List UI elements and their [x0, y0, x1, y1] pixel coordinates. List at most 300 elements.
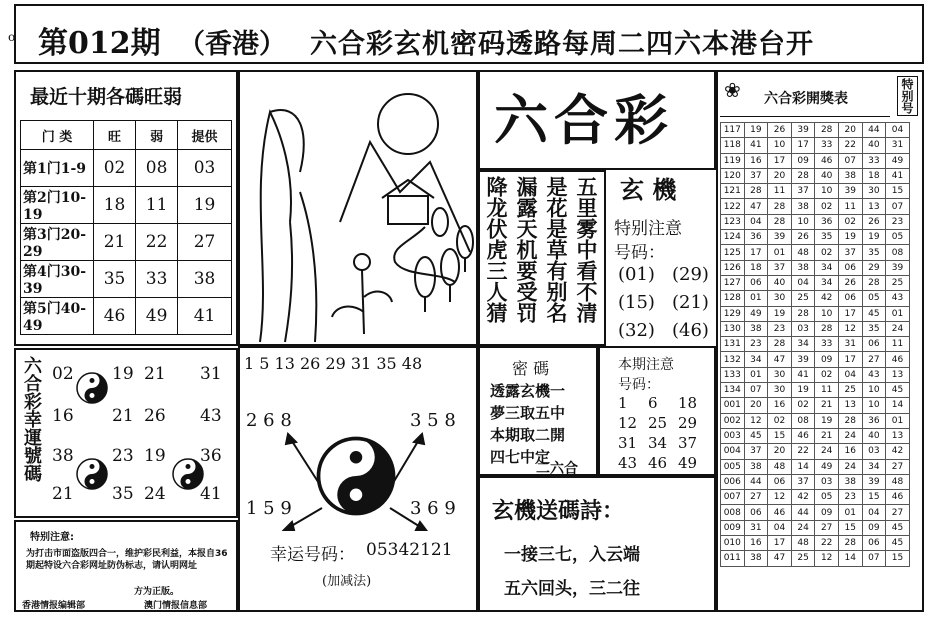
schedule-cell: 03 — [862, 444, 886, 459]
code-title: 密 碼 — [512, 359, 550, 378]
this-period-number: 1 — [618, 394, 628, 412]
table-row — [721, 291, 910, 306]
table-row — [721, 352, 910, 367]
schedule-cell: 26 — [838, 275, 862, 290]
left-bot-numbers: 1 5 9 — [246, 498, 292, 519]
schedule-cell: 46 — [886, 490, 910, 505]
tigong-value: 41 — [178, 298, 232, 335]
schedule-cell: 25 — [791, 551, 815, 566]
code-line: 夢三取五中 — [490, 404, 566, 422]
schedule-cell: 27 — [815, 520, 839, 535]
table-row — [21, 224, 232, 261]
schedule-cell: 14 — [886, 398, 910, 413]
schedule-cell: 117 — [721, 123, 745, 138]
table-row — [721, 306, 910, 321]
schedule-table — [720, 122, 910, 567]
this-period-title: 本期注意 — [618, 357, 674, 373]
schedule-cell: 37 — [768, 260, 792, 275]
pair-b: (46) — [672, 320, 709, 341]
this-period-number: 18 — [678, 394, 698, 412]
lucky-number: 36 — [200, 446, 222, 466]
tigong-value: 03 — [178, 150, 232, 187]
schedule-cell: 09 — [815, 352, 839, 367]
schedule-cell: 11 — [768, 184, 792, 199]
schedule-cell: 28 — [791, 306, 815, 321]
poem-line: 五六回头，三二往 — [504, 579, 640, 599]
table-row — [721, 337, 910, 352]
schedule-cell: 39 — [862, 474, 886, 489]
table-row — [721, 413, 910, 428]
lucky-number: 24 — [144, 484, 166, 504]
schedule-cell: 42 — [815, 291, 839, 306]
schedule-cell: 01 — [744, 367, 768, 382]
schedule-cell: 005 — [721, 459, 745, 474]
schedule-cell: 46 — [768, 505, 792, 520]
schedule-cell: 34 — [815, 260, 839, 275]
table-row — [721, 490, 910, 505]
schedule-header-art — [720, 76, 890, 117]
schedule-cell: 49 — [886, 153, 910, 168]
schedule-cell: 02 — [838, 214, 862, 229]
tigong-value: 19 — [178, 187, 232, 224]
schedule-cell: 03 — [791, 321, 815, 336]
schedule-cell: 33 — [815, 138, 839, 153]
right-mid-numbers: 3 5 8 — [410, 410, 456, 431]
schedule-cell: 05 — [815, 490, 839, 505]
schedule-cell: 003 — [721, 428, 745, 443]
schedule-cell: 09 — [791, 153, 815, 168]
lucky-number: 43 — [200, 406, 222, 426]
schedule-cell: 43 — [862, 367, 886, 382]
table-row — [21, 187, 232, 224]
yin-yang-icon — [76, 458, 108, 490]
schedule-cell: 38 — [791, 199, 815, 214]
table-row — [21, 150, 232, 187]
schedule-cell: 22 — [815, 536, 839, 551]
schedule-cell: 38 — [838, 168, 862, 183]
schedule-cell: 37 — [744, 168, 768, 183]
schedule-cell: 38 — [744, 551, 768, 566]
schedule-cell: 04 — [744, 214, 768, 229]
code-line: 本期取二開 — [490, 426, 566, 444]
schedule-cell: 40 — [815, 168, 839, 183]
schedule-cell: 31 — [744, 520, 768, 535]
schedule-cell: 006 — [721, 474, 745, 489]
notice-title: 特别注意: — [30, 532, 74, 543]
ruo-value: 11 — [136, 187, 178, 224]
table-row — [721, 505, 910, 520]
poem-column: 五里雾中看不清 — [574, 176, 599, 323]
this-period-number: 46 — [648, 454, 668, 472]
lucky-number: 23 — [112, 446, 134, 466]
method-label: (加减法) — [322, 574, 372, 589]
schedule-cell: 36 — [815, 214, 839, 229]
publisher-left: 香港情报编辑部 — [22, 601, 86, 611]
schedule-cell: 17 — [838, 306, 862, 321]
pair-a: (15) — [618, 292, 655, 313]
schedule-cell: 31 — [838, 337, 862, 352]
schedule-cell: 43 — [886, 291, 910, 306]
lucky-number: 26 — [144, 406, 166, 426]
schedule-cell: 25 — [838, 383, 862, 398]
code-line: 四七中定 — [490, 448, 551, 466]
schedule-cell: 02 — [815, 367, 839, 382]
table-row — [721, 383, 910, 398]
schedule-cell: 09 — [815, 505, 839, 520]
lucky-numbers-panel — [14, 348, 238, 518]
schedule-cell: 37 — [791, 184, 815, 199]
schedule-cell: 15 — [768, 428, 792, 443]
schedule-cell: 35 — [862, 245, 886, 260]
schedule-cell: 22 — [838, 138, 862, 153]
schedule-cell: 08 — [886, 245, 910, 260]
schedule-cell: 23 — [838, 490, 862, 505]
schedule-cell: 06 — [838, 291, 862, 306]
lucky-number: 31 — [200, 364, 222, 384]
col-header: 旺 — [94, 121, 136, 150]
right-bot-numbers: 3 6 9 — [410, 498, 456, 519]
schedule-cell: 12 — [838, 321, 862, 336]
schedule-cell: 28 — [791, 168, 815, 183]
lucky-number: 41 — [200, 484, 222, 504]
schedule-tag: 特别号 — [897, 76, 918, 116]
schedule-cell: 19 — [838, 230, 862, 245]
lucky-number: 35 — [112, 484, 134, 504]
schedule-cell: 02 — [791, 398, 815, 413]
schedule-cell: 34 — [791, 337, 815, 352]
schedule-cell: 35 — [815, 230, 839, 245]
table-row — [721, 444, 910, 459]
poem-panel — [478, 476, 716, 612]
schedule-cell: 44 — [862, 123, 886, 138]
special-notice-panel — [608, 206, 716, 346]
schedule-cell: 40 — [862, 428, 886, 443]
this-period-number: 31 — [618, 434, 638, 452]
schedule-cell: 28 — [815, 123, 839, 138]
schedule-cell: 46 — [886, 352, 910, 367]
schedule-cell: 01 — [886, 413, 910, 428]
schedule-cell: 13 — [838, 398, 862, 413]
schedule-cell: 25 — [886, 275, 910, 290]
ruo-value: 49 — [136, 298, 178, 335]
schedule-cell: 06 — [744, 275, 768, 290]
lucky-number: 19 — [112, 364, 134, 384]
code-panel — [478, 346, 598, 476]
schedule-cell: 37 — [838, 245, 862, 260]
schedule-cell: 05 — [886, 230, 910, 245]
schedule-cell: 37 — [791, 474, 815, 489]
schedule-cell: 008 — [721, 505, 745, 520]
schedule-cell: 24 — [838, 428, 862, 443]
schedule-cell: 06 — [744, 505, 768, 520]
schedule-cell: 04 — [862, 505, 886, 520]
tigong-value: 27 — [178, 224, 232, 261]
schedule-cell: 10 — [815, 184, 839, 199]
schedule-cell: 19 — [791, 383, 815, 398]
table-row — [721, 551, 910, 566]
schedule-cell: 01 — [838, 505, 862, 520]
lucky-number: 16 — [52, 406, 74, 426]
schedule-cell: 44 — [744, 474, 768, 489]
schedule-cell: 48 — [791, 245, 815, 260]
schedule-cell: 34 — [744, 352, 768, 367]
schedule-cell: 44 — [791, 505, 815, 520]
table-row — [721, 168, 910, 183]
this-period-number: 34 — [648, 434, 668, 452]
this-period-number: 49 — [678, 454, 698, 472]
schedule-cell: 12 — [768, 490, 792, 505]
schedule-cell: 41 — [791, 367, 815, 382]
issue-number: 第012期 — [38, 26, 161, 61]
schedule-cell: 47 — [768, 551, 792, 566]
schedule-cell: 28 — [862, 275, 886, 290]
schedule-cell: 16 — [768, 398, 792, 413]
schedule-cell: 38 — [744, 459, 768, 474]
schedule-cell: 28 — [815, 321, 839, 336]
schedule-cell: 11 — [815, 383, 839, 398]
table-row — [721, 428, 910, 443]
lucky-vertical-title: 六合彩幸運號碼 — [21, 356, 42, 482]
schedule-cell: 10 — [791, 214, 815, 229]
bullet-dot: o — [8, 30, 16, 44]
schedule-cell: 45 — [886, 536, 910, 551]
table-row — [721, 184, 910, 199]
schedule-cell: 119 — [721, 153, 745, 168]
schedule-cell: 39 — [768, 230, 792, 245]
tigong-value: 38 — [178, 261, 232, 298]
schedule-cell: 28 — [838, 413, 862, 428]
poem-column: 是花是草有别名 — [544, 176, 569, 323]
illustration-panel — [238, 70, 478, 346]
logo-sub: 玄 機 — [620, 175, 677, 204]
header-bar — [14, 4, 924, 64]
schedule-cell: 18 — [862, 168, 886, 183]
schedule-cell: 36 — [744, 230, 768, 245]
schedule-cell: 11 — [886, 337, 910, 352]
schedule-cell: 21 — [815, 398, 839, 413]
col-header: 弱 — [136, 121, 178, 150]
this-period-number: 37 — [678, 434, 698, 452]
schedule-cell: 06 — [768, 474, 792, 489]
wang-value: 02 — [94, 150, 136, 187]
poem-line: 一接三七，入云端 — [504, 545, 640, 565]
code-line: 透露玄機一 — [490, 382, 566, 400]
row-label: 第3门20-29 — [21, 224, 94, 261]
wang-value: 46 — [94, 298, 136, 335]
schedule-cell: 40 — [862, 138, 886, 153]
schedule-cell: 39 — [791, 123, 815, 138]
table-row — [721, 260, 910, 275]
schedule-cell: 04 — [768, 520, 792, 535]
schedule-cell: 27 — [744, 490, 768, 505]
schedule-cell: 45 — [886, 520, 910, 535]
special-notice-subtitle: 号码： — [614, 243, 665, 263]
table-row — [721, 536, 910, 551]
schedule-cell: 13 — [886, 428, 910, 443]
schedule-cell: 46 — [815, 153, 839, 168]
schedule-cell: 49 — [744, 306, 768, 321]
schedule-cell: 14 — [838, 551, 862, 566]
this-period-number: 29 — [678, 414, 698, 432]
schedule-cell: 15 — [886, 184, 910, 199]
schedule-cell: 04 — [886, 123, 910, 138]
col-header: 提供 — [178, 121, 232, 150]
lucky-label: 幸运号码： — [270, 545, 355, 565]
publisher-right: 澳门情报信息部 — [144, 601, 208, 611]
schedule-cell: 47 — [768, 352, 792, 367]
table-row — [721, 230, 910, 245]
schedule-cell: 37 — [744, 444, 768, 459]
table-row — [21, 298, 232, 335]
schedule-cell: 126 — [721, 260, 745, 275]
ten-period-table — [20, 120, 232, 335]
lucky-value: 05342121 — [366, 540, 453, 560]
schedule-cell: 23 — [744, 337, 768, 352]
schedule-cell: 10 — [862, 398, 886, 413]
schedule-cell: 11 — [838, 199, 862, 214]
schedule-cell: 23 — [768, 321, 792, 336]
schedule-cell: 133 — [721, 367, 745, 382]
schedule-cell: 48 — [791, 536, 815, 551]
schedule-cell: 28 — [744, 184, 768, 199]
table-row — [721, 138, 910, 153]
this-period-number: 6 — [648, 394, 658, 412]
schedule-cell: 20 — [838, 123, 862, 138]
row-label: 第1门1-9 — [21, 150, 94, 187]
schedule-cell: 45 — [886, 383, 910, 398]
schedule-cell: 130 — [721, 321, 745, 336]
poem-column: 漏露天机要受罚 — [514, 176, 539, 323]
this-period-subtitle: 号码： — [618, 377, 660, 393]
schedule-cell: 129 — [721, 306, 745, 321]
schedule-cell: 38 — [791, 260, 815, 275]
schedule-cell: 33 — [862, 153, 886, 168]
schedule-cell: 28 — [768, 199, 792, 214]
schedule-cell: 011 — [721, 551, 745, 566]
schedule-cell: 10 — [815, 306, 839, 321]
schedule-cell: 17 — [744, 245, 768, 260]
schedule-cell: 20 — [768, 444, 792, 459]
schedule-cell: 24 — [791, 520, 815, 535]
schedule-panel — [716, 70, 924, 612]
schedule-cell: 38 — [838, 474, 862, 489]
schedule-cell: 27 — [862, 352, 886, 367]
schedule-cell: 30 — [768, 291, 792, 306]
schedule-cell: 13 — [886, 367, 910, 382]
schedule-cell: 23 — [886, 214, 910, 229]
schedule-cell: 02 — [768, 413, 792, 428]
pair-b: (21) — [672, 292, 709, 313]
lucky-number: 19 — [144, 446, 166, 466]
poem-title: 玄機送碼詩： — [492, 498, 625, 524]
region-label: （香港） — [178, 29, 286, 60]
schedule-cell: 08 — [791, 413, 815, 428]
yin-yang-icon — [76, 372, 108, 404]
schedule-cell: 31 — [886, 138, 910, 153]
schedule-cell: 16 — [744, 153, 768, 168]
schedule-cell: 48 — [768, 459, 792, 474]
schedule-cell: 01 — [768, 245, 792, 260]
schedule-cell: 132 — [721, 352, 745, 367]
schedule-cell: 34 — [815, 275, 839, 290]
schedule-cell: 47 — [744, 199, 768, 214]
ruo-value: 33 — [136, 261, 178, 298]
lucky-number: 38 — [52, 446, 74, 466]
ten-period-title: 最近十期各碼旺弱 — [30, 86, 183, 108]
schedule-cell: 30 — [768, 367, 792, 382]
schedule-cell: 19 — [768, 306, 792, 321]
schedule-cell: 14 — [791, 459, 815, 474]
this-period-panel — [598, 346, 716, 476]
schedule-cell: 128 — [721, 291, 745, 306]
row-label: 第4门30-39 — [21, 261, 94, 298]
pair-a: (32) — [618, 320, 655, 341]
left-mid-numbers: 2 6 8 — [246, 410, 292, 431]
schedule-cell: 21 — [815, 428, 839, 443]
schedule-cell: 45 — [744, 428, 768, 443]
schedule-cell: 26 — [768, 123, 792, 138]
schedule-cell: 07 — [838, 153, 862, 168]
schedule-cell: 15 — [838, 520, 862, 535]
schedule-cell: 02 — [815, 199, 839, 214]
poem-column: 降龙伏虎三人猜 — [484, 176, 509, 323]
schedule-cell: 36 — [862, 413, 886, 428]
schedule-cell: 26 — [862, 214, 886, 229]
schedule-cell: 16 — [744, 536, 768, 551]
schedule-cell: 39 — [791, 352, 815, 367]
schedule-cell: 41 — [744, 138, 768, 153]
schedule-cell: 28 — [768, 337, 792, 352]
schedule-cell: 45 — [862, 306, 886, 321]
ten-period-panel — [14, 70, 238, 346]
schedule-cell: 127 — [721, 275, 745, 290]
pair-b: (29) — [672, 264, 709, 285]
schedule-cell: 40 — [768, 275, 792, 290]
schedule-cell: 48 — [886, 474, 910, 489]
schedule-cell: 24 — [886, 321, 910, 336]
schedule-cell: 10 — [862, 383, 886, 398]
schedule-cell: 120 — [721, 168, 745, 183]
table-row — [721, 245, 910, 260]
lucky-number: 02 — [52, 364, 74, 384]
schedule-cell: 28 — [838, 536, 862, 551]
schedule-cell: 131 — [721, 337, 745, 352]
schedule-cell: 30 — [768, 383, 792, 398]
col-header: 门 类 — [21, 121, 94, 150]
row-label: 第2门10-19 — [21, 187, 94, 224]
taiji-panel — [238, 346, 478, 612]
this-period-number: 12 — [618, 414, 638, 432]
schedule-cell: 134 — [721, 383, 745, 398]
ruo-value: 08 — [136, 150, 178, 187]
table-row — [721, 459, 910, 474]
this-period-number: 25 — [648, 414, 668, 432]
schedule-cell: 24 — [838, 459, 862, 474]
table-row — [21, 261, 232, 298]
schedule-cell: 24 — [815, 444, 839, 459]
schedule-cell: 07 — [744, 383, 768, 398]
schedule-cell: 002 — [721, 413, 745, 428]
schedule-cell: 15 — [862, 490, 886, 505]
schedule-cell: 49 — [815, 459, 839, 474]
schedule-cell: 06 — [862, 536, 886, 551]
notice-body: 为打击市面盗版四合一，维护彩民利益，本报自36期起特设六合彩网址防伪标志，请认明网址 — [26, 549, 228, 571]
table-row — [721, 321, 910, 336]
schedule-cell: 06 — [862, 337, 886, 352]
table-row — [721, 275, 910, 290]
this-period-number: 43 — [618, 454, 638, 472]
table-row — [721, 367, 910, 382]
